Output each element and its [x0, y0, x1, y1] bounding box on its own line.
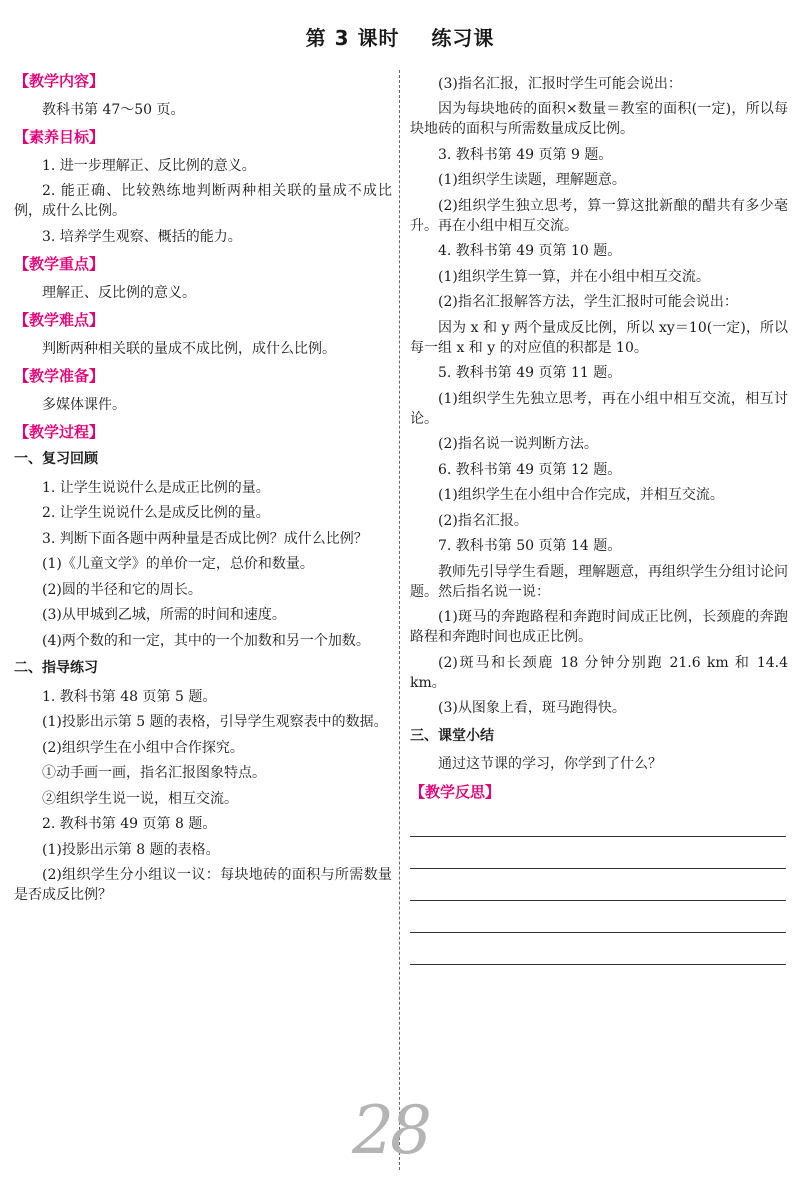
reflection-answer-line: [410, 963, 786, 965]
paragraph: 多媒体课件。: [42, 396, 126, 413]
reflection-answer-line: [410, 931, 786, 933]
section-heading: 【教学准备】: [14, 367, 105, 385]
column-divider: [399, 70, 400, 1170]
paragraph: (4)两个数的和一定，其中的一个加数和另一个加数。: [42, 632, 370, 649]
paragraph: 2. 教科书第 49 页第 8 题。: [42, 816, 217, 832]
paragraph: (2)斑马和长颈鹿 18 分钟分别跑 21.6 km 和 14.4 km。: [410, 654, 788, 691]
paragraph: 7. 教科书第 50 页第 14 题。: [438, 538, 622, 554]
part-heading: 二、指导练习: [14, 660, 98, 676]
part-heading: 一、复习回顾: [14, 451, 98, 467]
page-title-text: 第 3 课时 练习课: [305, 26, 495, 50]
paragraph: 2. 让学生说说什么是成反比例的量。: [42, 505, 270, 521]
reflection-answer-line: [410, 835, 786, 837]
paragraph: (2)组织学生分小组议一议：每块地砖的面积与所需数量是否成反比例？: [14, 867, 392, 903]
paragraph: 因为 x 和 y 两个量成反比例，所以 xy＝10(一定)，所以每一组 x 和 y 的对应值的积都是 10。: [410, 319, 788, 356]
paragraph: 1. 教科书第 48 页第 5 题。: [42, 688, 217, 705]
paragraph: (3)从图象上看，斑马跑得快。: [438, 700, 626, 716]
paragraph: (2)圆的半径和它的周长。: [42, 581, 202, 598]
paragraph: 5. 教科书第 49 页第 11 题。: [438, 365, 622, 381]
paragraph: (1)组织学生算一算，并在小组中相互交流。: [438, 268, 710, 285]
reflection-answer-line: [410, 867, 786, 869]
reflection-answer-line: [410, 899, 786, 901]
paragraph: 教科书第 47～50 页。: [42, 101, 185, 118]
paragraph: ①动手画一画，指名汇报图象特点。: [42, 765, 266, 781]
part-heading: 三、课堂小结: [410, 727, 494, 744]
paragraph: 3. 培养学生观察、概括的能力。: [42, 228, 242, 245]
page-title: [0, 22, 800, 51]
paragraph: 理解正、反比例的意义。: [42, 284, 196, 301]
paragraph: 因为每块地砖的面积×数量＝教室的面积(一定)，所以每块地砖的面积与所需数量成反比例。: [410, 101, 788, 137]
paragraph: 3. 判断下面各题中两种量是否成比例？成什么比例？: [42, 530, 368, 547]
paragraph: (2)指名汇报解答方法，学生汇报时可能会说出：: [438, 294, 738, 310]
paragraph: (3)从甲城到乙城，所需的时间和速度。: [42, 607, 286, 623]
paragraph: 1. 让学生说说什么是成正比例的量。: [42, 479, 270, 496]
paragraph: 2. 能正确、比较熟练地判断两种相关联的量成不成比例，成什么比例。: [14, 183, 392, 219]
paragraph: (1)投影出示第 5 题的表格，引导学生观察表中的数据。: [42, 714, 388, 730]
section-heading: 【教学难点】: [14, 311, 105, 329]
paragraph: (3)指名汇报，汇报时学生可能会说出：: [438, 75, 682, 92]
paragraph: (2)组织学生独立思考，算一算这批新酿的醋共有多少毫升。再在小组中相互交流。: [410, 197, 788, 234]
paragraph: 判断两种相关联的量成不成比例，成什么比例。: [42, 340, 336, 357]
paragraph: (1)投影出示第 8 题的表格。: [42, 841, 220, 858]
left-column: [14, 68, 392, 911]
paragraph: 教师先引导学生看题，理解题意，再组织学生分组讨论问题。然后指名说一说：: [410, 563, 788, 600]
paragraph: 6. 教科书第 49 页第 12 题。: [438, 461, 622, 478]
paragraph: 3. 教科书第 49 页第 9 题。: [438, 146, 613, 163]
paragraph: (1)组织学生先独立思考，再在小组中相互交流，相互讨论。: [410, 390, 788, 427]
section-heading: 【教学内容】: [14, 72, 105, 90]
paragraph: 通过这节课的学习，你学到了什么？: [438, 756, 662, 772]
right-column: [410, 68, 788, 965]
paragraph: (1)《儿童文学》的单价一定，总价和数量。: [42, 556, 314, 572]
page-number: 28: [352, 1092, 428, 1169]
paragraph: 4. 教科书第 49 页第 10 题。: [438, 243, 622, 259]
section-heading: 【素养目标】: [14, 128, 105, 146]
paragraph: ②组织学生说一说，相互交流。: [42, 790, 238, 807]
section-heading: 【教学重点】: [14, 255, 105, 273]
section-heading: 【教学过程】: [14, 423, 105, 441]
paragraph: (1)组织学生在小组中合作完成，并相互交流。: [438, 487, 724, 503]
section-heading: 【教学反思】: [410, 782, 501, 801]
paragraph: 1. 进一步理解正、反比例的意义。: [42, 157, 256, 174]
paragraph: (1)斑马的奔跑路程和奔跑时间成正比例，长颈鹿的奔跑路程和奔跑时间也成正比例。: [410, 609, 788, 645]
paragraph: (2)指名汇报。: [438, 512, 528, 529]
paragraph: (2)指名说一说判断方法。: [438, 436, 598, 452]
paragraph: (2)组织学生在小组中合作探究。: [42, 739, 244, 756]
paragraph: (1)组织学生读题，理解题意。: [438, 172, 626, 188]
